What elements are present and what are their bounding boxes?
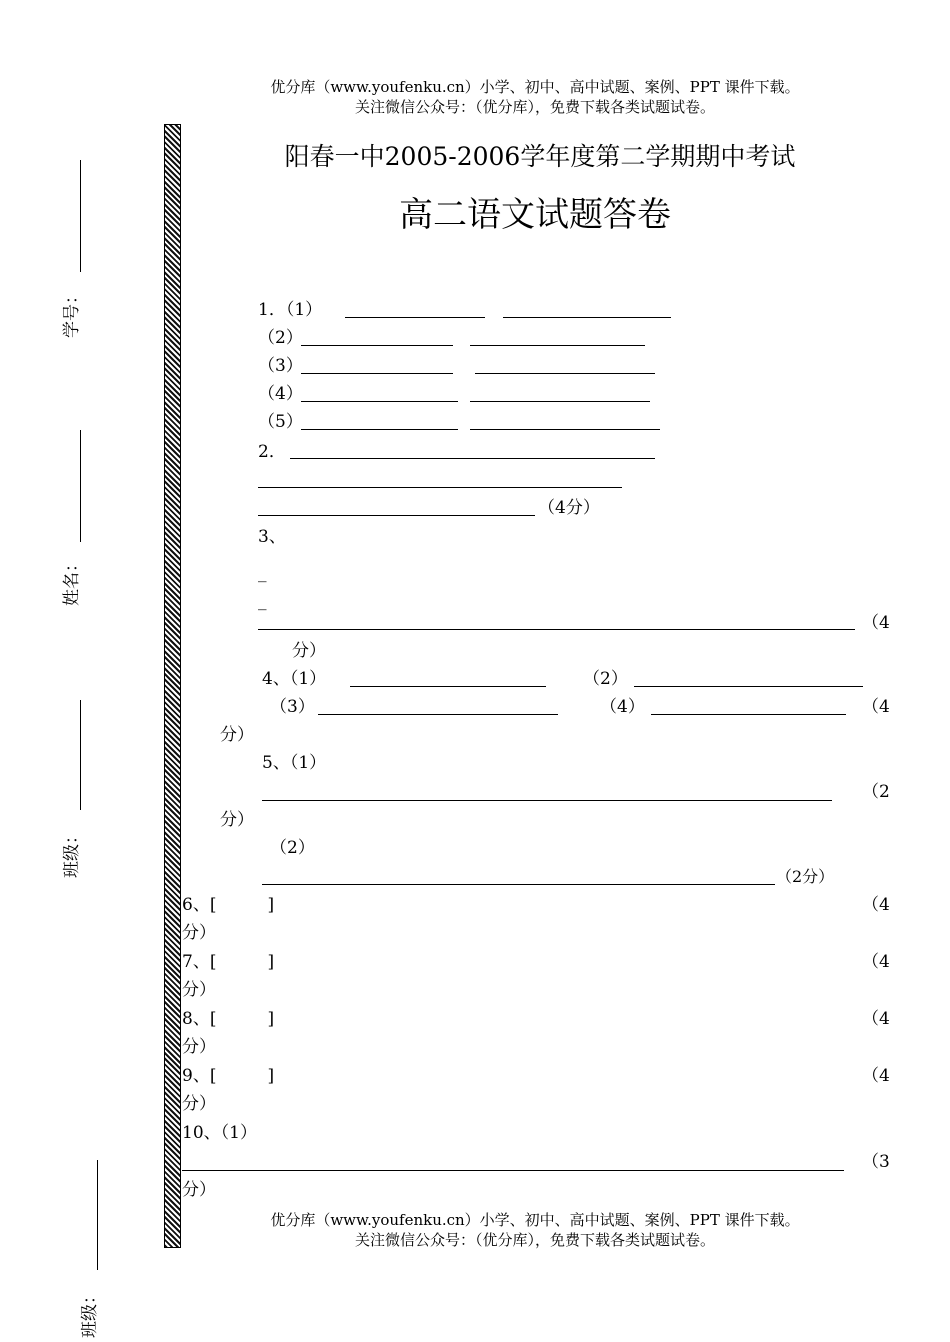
student-id-label: 学号： <box>62 287 82 338</box>
student-name-line <box>80 430 81 542</box>
answer-blank[interactable] <box>470 345 645 346</box>
q6-points-b: 分） <box>182 923 216 943</box>
q4-points-a: （4 <box>862 697 890 717</box>
q1-part2-label: （2） <box>258 328 303 348</box>
q4-part1-label: 4、（1） <box>262 669 327 689</box>
student-name-label: 姓名： <box>62 555 82 606</box>
answer-blank[interactable] <box>475 373 655 374</box>
q4-points-b: 分） <box>220 725 254 745</box>
q5-part2-points: （2分） <box>776 867 835 886</box>
answer-blank[interactable] <box>258 487 622 488</box>
answer-blank[interactable] <box>290 458 655 459</box>
answer-blank[interactable] <box>345 317 485 318</box>
answer-blank[interactable] <box>503 317 671 318</box>
answer-sheet-title: 高二语文试题答卷 <box>399 195 671 235</box>
class-line <box>80 700 81 810</box>
answer-blank[interactable] <box>258 629 855 630</box>
header-line-2: 关注微信公众号：（优分库），免费下载各类试题试卷。 <box>354 98 715 116</box>
answer-blank[interactable] <box>301 429 458 430</box>
q5-part2-label: （2） <box>270 838 315 858</box>
q4-part4-label: （4） <box>600 697 645 717</box>
class-label-bottom: 班级： <box>80 1287 100 1338</box>
q1-part4-label: （4） <box>258 384 303 404</box>
answer-blank[interactable] <box>318 714 558 715</box>
answer-blank[interactable] <box>182 1170 844 1171</box>
answer-blank[interactable] <box>301 373 453 374</box>
q1-part3-label: （3） <box>258 356 303 376</box>
footer-line-2: 关注微信公众号：（优分库），免费下载各类试题试卷。 <box>354 1231 715 1249</box>
q2-points: （4分） <box>538 498 600 518</box>
q6-answer-bracket[interactable]: 6、[ ] <box>182 895 275 915</box>
student-id-line <box>80 160 81 272</box>
class-label: 班级： <box>62 827 82 878</box>
answer-blank[interactable] <box>262 884 775 885</box>
answer-blank[interactable] <box>634 686 863 687</box>
q8-points-a: （4 <box>862 1009 890 1029</box>
q8-points-b: 分） <box>182 1037 216 1057</box>
q3-points-a: （4 <box>862 613 890 633</box>
q7-points-a: （4 <box>862 952 890 972</box>
answer-blank[interactable] <box>350 686 546 687</box>
q5-part1-label: 5、（1） <box>262 753 327 773</box>
binding-margin-strip <box>164 124 181 1248</box>
q9-points-b: 分） <box>182 1094 216 1114</box>
answer-blank[interactable] <box>258 515 535 516</box>
q5-part1-points-a: （2 <box>862 782 890 802</box>
q3-points-b: 分） <box>292 641 326 661</box>
answer-blank[interactable] <box>470 429 660 430</box>
answer-blank[interactable] <box>301 401 458 402</box>
answer-blank[interactable] <box>651 714 846 715</box>
q10-points-b: 分） <box>182 1180 216 1200</box>
q6-points-a: （4 <box>862 895 890 915</box>
q7-answer-bracket[interactable]: 7、[ ] <box>182 952 275 972</box>
q9-points-a: （4 <box>862 1066 890 1086</box>
header-line-1: 优分库（www.youfenku.cn）小学、初中、高中试题、案例、PPT 课件下载。 <box>270 78 800 96</box>
q8-answer-bracket[interactable]: 8、[ ] <box>182 1009 275 1029</box>
q10-part1-label: 10、（1） <box>182 1123 257 1143</box>
answer-blank[interactable] <box>301 345 453 346</box>
q3-dash-2: _ <box>258 591 267 611</box>
q7-points-b: 分） <box>182 980 216 1000</box>
q9-answer-bracket[interactable]: 9、[ ] <box>182 1066 275 1086</box>
q2-label: 2． <box>258 442 286 462</box>
answer-blank[interactable] <box>470 401 650 402</box>
q3-dash-1: _ <box>258 563 267 583</box>
exam-title: 阳春一中2005-2006学年度第二学期期中考试 <box>284 142 796 171</box>
footer-line-1: 优分库（www.youfenku.cn）小学、初中、高中试题、案例、PPT 课件下载。 <box>270 1211 800 1229</box>
q5-part1-points-b: 分） <box>220 810 254 830</box>
q4-part3-label: （3） <box>270 697 315 717</box>
q1-part5-label: （5） <box>258 412 303 432</box>
answer-blank[interactable] <box>262 800 832 801</box>
q10-points-a: （3 <box>862 1152 890 1172</box>
q4-part2-label: （2） <box>583 669 628 689</box>
q3-label: 3、 <box>258 527 286 547</box>
q1-part1-label: 1．（1） <box>258 300 323 320</box>
